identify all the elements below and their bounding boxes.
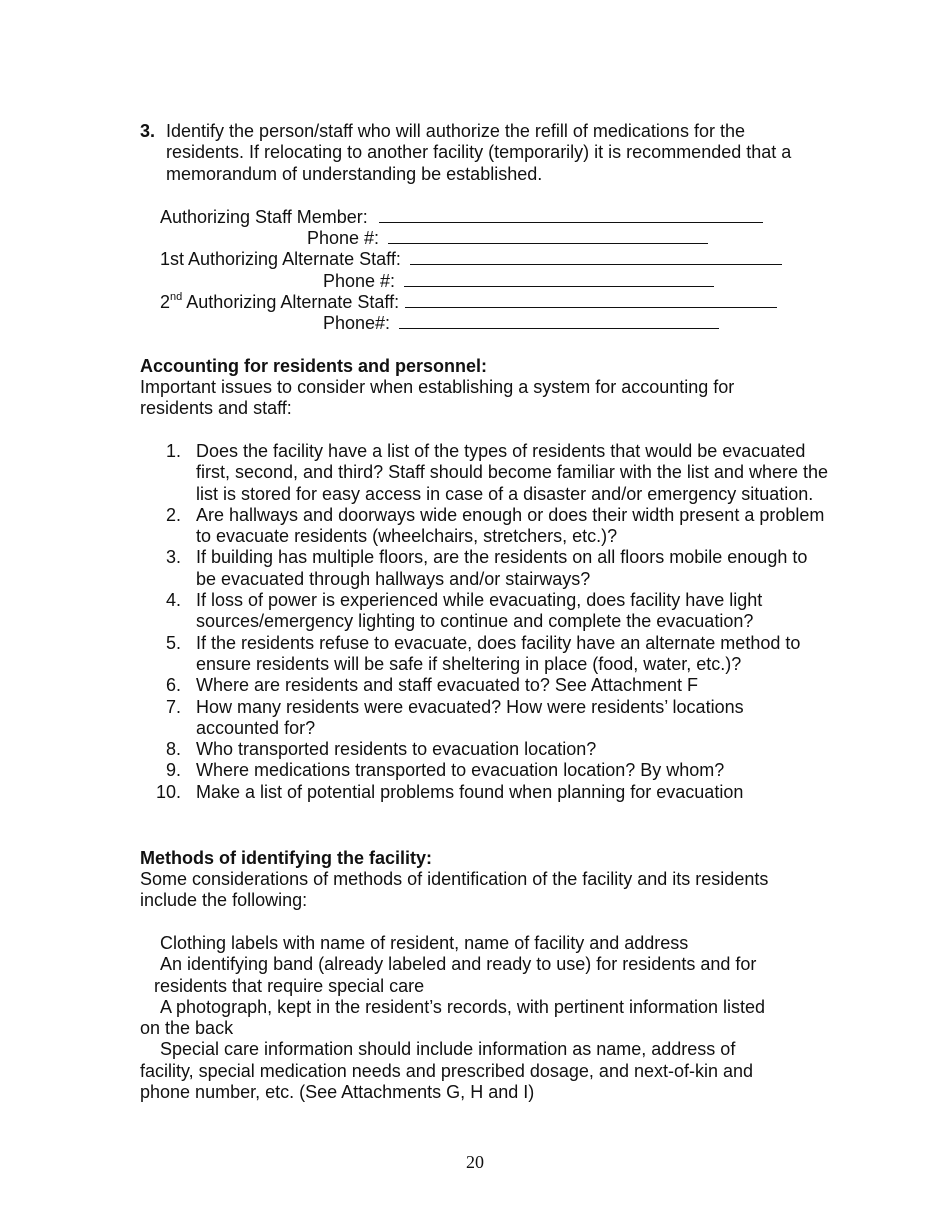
list-item-text: A photograph, kept in the resident’s records, with pertinent information listed bbox=[160, 996, 766, 1017]
phone-2-blank bbox=[404, 271, 714, 287]
list-item-text: Are hallways and doorways wide enough or does their width present a problem to evacuate residents (wheelchairs, stretchers, etc.)? bbox=[196, 504, 825, 547]
list-item-text-continued: on the back bbox=[140, 1018, 234, 1039]
phone-1-label: Phone #: bbox=[307, 228, 380, 248]
list-item-number: 9. bbox=[165, 760, 181, 781]
list-item-text: Where medications transported to evacuation location? By whom? bbox=[196, 760, 725, 781]
list-item-number: 5. bbox=[165, 632, 181, 653]
list-item-text-continued: facility, special medication needs and prescribed dosage, and next-of-kin and bbox=[140, 1060, 754, 1081]
list-item-number: 7. bbox=[165, 696, 181, 717]
alternate-2-prefix: 2 bbox=[160, 292, 171, 312]
list-item bbox=[140, 954, 820, 997]
list-item-text-continued: residents that require special care bbox=[154, 975, 425, 996]
alternate-1-blank bbox=[410, 249, 782, 265]
identifying-heading: Methods of identifying the facility: bbox=[140, 848, 432, 868]
identifying-intro: Some considerations of methods of identification of the facility and its residents include the following: bbox=[140, 869, 769, 911]
item-3-number: 3. bbox=[140, 121, 156, 141]
item-3-text: Identify the person/staff who will authorize the refill of medications for the residents. If relocating to another facility (temporarily) it is recommended that a memorandum of understanding be established. bbox=[166, 121, 792, 184]
authorizing-staff-row bbox=[160, 207, 763, 228]
alternate-2-blank bbox=[405, 292, 777, 308]
list-item-number: 2. bbox=[165, 504, 181, 525]
accounting-intro: Important issues to consider when establishing a system for accounting for residents and staff: bbox=[140, 377, 735, 419]
list-item-number: 1. bbox=[165, 441, 181, 461]
phone-1-blank bbox=[388, 228, 708, 244]
list-item bbox=[140, 997, 820, 1040]
phone-2-row bbox=[323, 271, 714, 292]
list-item-number: 3. bbox=[165, 547, 181, 568]
phone-2-label: Phone #: bbox=[323, 271, 396, 291]
list-item bbox=[140, 547, 830, 590]
list-item-text: How many residents were evacuated? How were residents’ locations accounted for? bbox=[196, 696, 744, 738]
list-item bbox=[140, 633, 830, 676]
list-item bbox=[140, 505, 830, 548]
list-item bbox=[140, 590, 830, 633]
list-item-text: Does the facility have a list of the types of residents that would be evacuated first, second, and third? Staff should become familiar with the list and where the list is stored for easy access in case of a disaster and/or emergency situation. bbox=[196, 441, 829, 504]
list-item-text: If building has multiple floors, are the residents on all floors mobile enough to be evacuated through hallways and/or stairways? bbox=[196, 547, 808, 589]
phone-3-row bbox=[323, 313, 719, 334]
phone-1-row bbox=[307, 228, 708, 249]
alternate-2-label: Authorizing Alternate Staff: bbox=[182, 292, 400, 312]
list-item-text: Where are residents and staff evacuated to? See Attachment F bbox=[196, 675, 698, 696]
list-item bbox=[140, 441, 830, 505]
list-item-text: An identifying band (already labeled and ready to use) for residents and for bbox=[160, 954, 757, 975]
list-item-number: 6. bbox=[165, 675, 181, 696]
alternate-2-row bbox=[160, 292, 777, 313]
phone-3-label: Phone#: bbox=[323, 313, 391, 333]
accounting-list bbox=[140, 441, 830, 803]
list-item bbox=[140, 760, 830, 781]
identifying-list bbox=[140, 933, 820, 1103]
alternate-1-row bbox=[160, 249, 782, 270]
list-item bbox=[140, 782, 830, 803]
accounting-heading: Accounting for residents and personnel: bbox=[140, 356, 488, 376]
list-item-text-continued: phone number, etc. (See Attachments G, H and I) bbox=[140, 1082, 535, 1103]
alternate-1-label: 1st Authorizing Alternate Staff: bbox=[160, 249, 401, 269]
list-item bbox=[140, 675, 830, 696]
list-item-text: If the residents refuse to evacuate, does facility have an alternate method to ensure residents will be safe if sheltering in place (food, water, etc.)? bbox=[196, 632, 801, 674]
alternate-2-superscript: nd bbox=[170, 291, 183, 303]
list-item-text: Special care information should include information as name, address of bbox=[160, 1039, 736, 1060]
list-item bbox=[140, 697, 830, 740]
list-item-text: If loss of power is experienced while evacuating, does facility have light sources/emergency lighting to continue and complete the evacuation? bbox=[196, 590, 763, 632]
list-item-text: Who transported residents to evacuation location? bbox=[196, 739, 597, 760]
list-item-number: 10. bbox=[155, 781, 181, 802]
authorizing-staff-label: Authorizing Staff Member: bbox=[160, 207, 368, 227]
list-item-number: 4. bbox=[165, 590, 181, 611]
authorizing-staff-blank bbox=[379, 207, 763, 223]
list-item-number: 8. bbox=[165, 739, 181, 760]
list-item bbox=[140, 739, 830, 760]
page-number: 20 bbox=[466, 1152, 484, 1172]
list-item-text: Make a list of potential problems found when planning for evacuation bbox=[196, 781, 744, 802]
list-item bbox=[140, 1039, 820, 1103]
list-item-text: Clothing labels with name of resident, name of facility and address bbox=[160, 933, 689, 953]
list-item bbox=[140, 933, 820, 954]
phone-3-blank bbox=[399, 313, 719, 329]
